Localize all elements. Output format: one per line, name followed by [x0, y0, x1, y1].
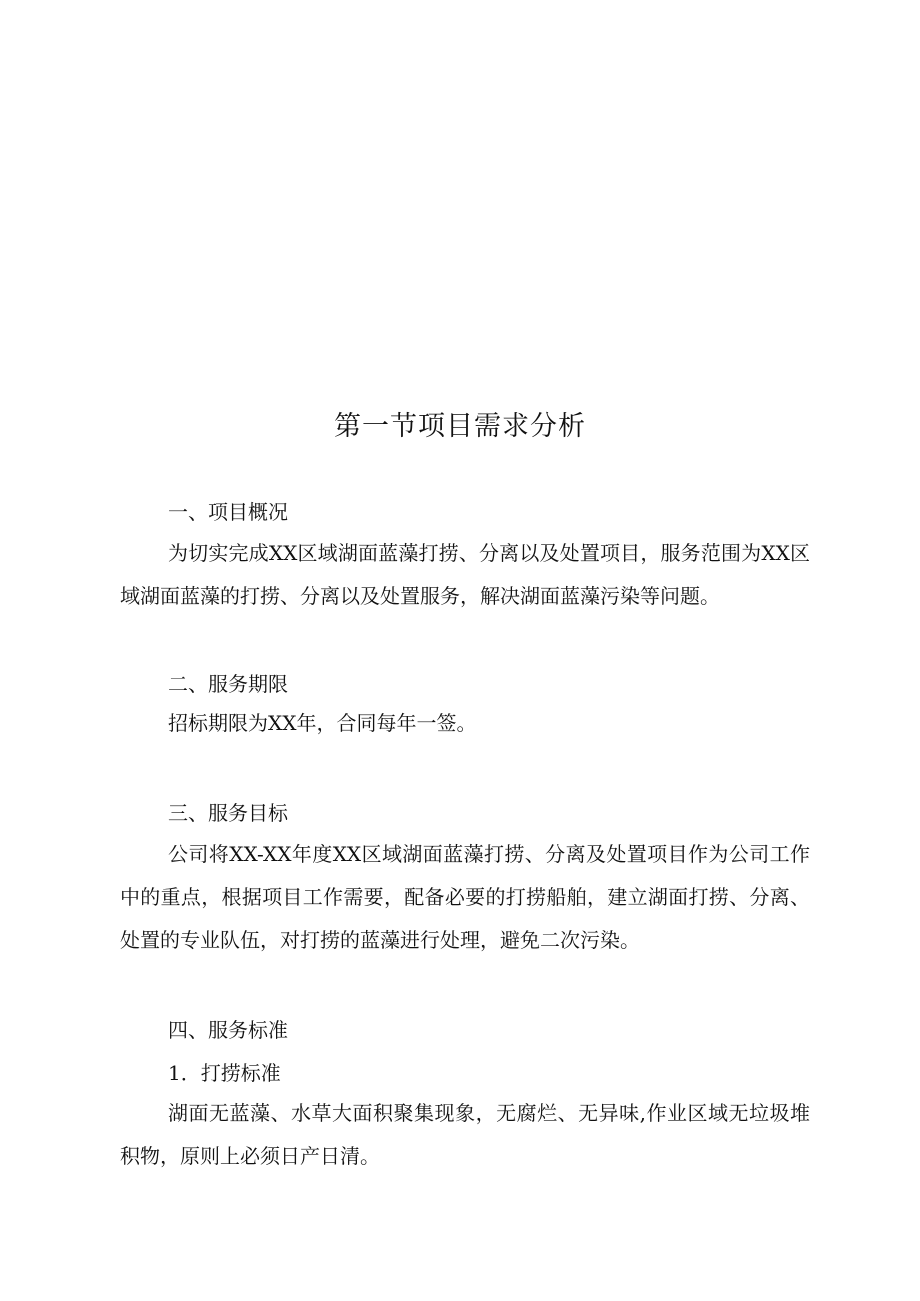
section-heading-service-standard: 四、服务标准 — [168, 1018, 288, 1042]
section-heading-overview: 一、项目概况 — [168, 500, 288, 524]
section-heading-service-goal: 三、服务目标 — [168, 801, 288, 825]
section-paragraph-overview: 为切实完成XX区域湖面蓝藻打捞、分离以及处置项目，服务范围为XX区域湖面蓝藻的打捞、分离以及处置服务，解决湖面蓝藻污染等问题。 — [120, 541, 810, 608]
section-paragraph-salvage-standard: 湖面无蓝藻、水草大面积聚集现象，无腐烂、无异味,作业区域无垃圾堆积物，原则上必须日产日清。 — [120, 1101, 810, 1168]
section-paragraph-service-period: 招标期限为XX年，合同每年一签。 — [168, 711, 477, 735]
subsection-heading-salvage-standard: 1．打捞标准 — [168, 1061, 281, 1085]
section-paragraph-service-goal: 公司将XX-XX年度XX区域湖面蓝藻打捞、分离及处置项目作为公司工作中的重点，根据项目工作需要，配备必要的打捞船舶，建立湖面打捞、分离、处置的专业队伍，对打捞的蓝藻进行处理，避免二次污染。 — [120, 842, 810, 952]
page-title: 第一节项目需求分析 — [334, 411, 586, 442]
section-heading-service-period: 二、服务期限 — [168, 672, 288, 696]
